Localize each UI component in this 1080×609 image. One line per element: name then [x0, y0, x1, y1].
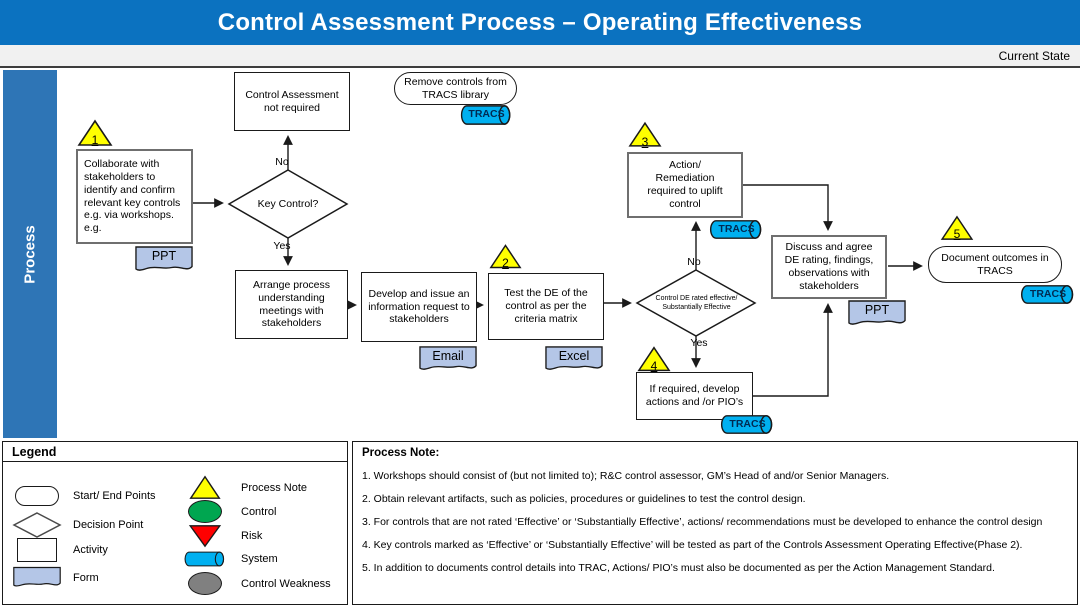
legend-label: Form: [73, 571, 99, 584]
decision-key-control-label: Key Control?: [257, 198, 319, 210]
state-label: Current State: [998, 48, 1070, 63]
legend-item-decision: [11, 511, 143, 539]
legend-item-activity: [11, 538, 108, 562]
process-note-item: 1. Workshops should consist of (but not limited to); R&C control assessor, GM’s Head of and/or Senior Managers.: [362, 470, 890, 482]
activity-shape: [11, 538, 63, 562]
system-tracs-3: [719, 415, 776, 434]
legend-item-control-weakness: [179, 572, 331, 595]
control-shape: [179, 500, 231, 523]
legend-item-process-note: [179, 475, 307, 500]
legend-item-start-end: [11, 486, 156, 506]
form-label: Excel: [558, 349, 590, 363]
legend-label: Process Note: [241, 481, 308, 494]
process-note-item: 4. Key controls marked as ‘Effective’ or ‘Substantially Effective’ will be tested as part of the Controls Assessment Operating Effective(Phase 2).: [362, 539, 1023, 551]
legend-item-system: [179, 548, 278, 570]
note-marker-5: [940, 215, 974, 241]
note-marker-3: [628, 120, 662, 149]
risk-shape: [179, 524, 231, 548]
activity-discuss-agree-label: Discuss and agree DE rating, findings, observations with stakeholders: [784, 241, 874, 292]
control-weakness-shape: [179, 572, 231, 595]
note-marker-number: 2: [502, 256, 509, 270]
note-marker-number: 5: [953, 227, 961, 241]
legend-item-control: [179, 500, 276, 523]
note-marker-number: 1: [91, 133, 99, 147]
form-label: Email: [432, 349, 464, 363]
form-shape: [11, 565, 63, 590]
label-yes-2: Yes: [690, 337, 708, 349]
process-note-shape: [179, 475, 231, 500]
legend-title: Legend: [3, 442, 347, 462]
activity-if-required: If required, develop actions and /or PIO’s: [636, 372, 753, 420]
terminator-document-outcomes: Document outcomes in TRACS: [928, 246, 1062, 283]
system-label: TRACS: [468, 107, 505, 120]
legend-label: Decision Point: [73, 519, 144, 531]
process-note-item: 2. Obtain relevant artifacts, such as policies, procedures or guidelines to test the control design.: [362, 493, 806, 505]
note-marker-number: 3: [641, 135, 649, 149]
terminator-remove-controls: Remove controls from TRACS library: [394, 72, 517, 105]
form-ppt-2: [848, 300, 906, 327]
activity-collaborate: Collaborate with stakeholders to identify and confirm relevant key controls e.g. via workshops. e.g.: [76, 149, 193, 244]
activity-test-de: Test the DE of the control as per the criteria matrix: [488, 273, 604, 340]
legend-label: System: [241, 553, 278, 565]
decision-shape: [11, 511, 63, 539]
form-label: PPT: [864, 303, 890, 317]
label-no-2: No: [687, 256, 701, 268]
lane-label: Process: [21, 224, 39, 284]
activity-arrange: Arrange process understanding meetings with stakeholders: [235, 270, 348, 339]
start-end-shape: [11, 486, 63, 506]
system-tracs-2: [708, 220, 765, 239]
arrow-ifrequired-to-discuss: [753, 305, 828, 396]
decision-de-rated-label: Control DE rated effective/ Substantially Effective: [655, 294, 738, 311]
legend-label: Control: [241, 505, 277, 518]
state-bar: [0, 45, 1080, 68]
note-marker-number: 4: [650, 359, 658, 373]
system-tracs-1: [459, 105, 514, 125]
system-shape: [179, 548, 231, 570]
form-label: PPT: [151, 249, 177, 263]
process-note-item: 5. In addition to documents control details into TRAC, Actions/ PIO’s must also be documented as per the Action Management Standard.: [362, 562, 995, 574]
activity-discuss-agree: [771, 235, 887, 299]
system-label: TRACS: [718, 222, 755, 235]
activity-action-remediation: [627, 152, 743, 218]
system-label: TRACS: [729, 417, 766, 430]
page-title: Control Assessment Process – Operating Effectiveness: [217, 8, 863, 36]
form-ppt-1: [135, 246, 193, 273]
form-email: [419, 346, 477, 372]
legend-item-form: [11, 565, 99, 590]
label-no-1: No: [275, 156, 289, 168]
process-note-item: 3. For controls that are not rated ‘Effective’ or ‘Substantially Effective’, actions/ recommendations must be developed to enhance the control design: [362, 516, 1043, 528]
label-yes-1: Yes: [273, 240, 291, 252]
legend-label: Risk: [241, 530, 263, 542]
system-tracs-4: [1019, 285, 1077, 304]
legend-item-risk: [179, 524, 262, 548]
legend-label: Control Weakness: [241, 577, 331, 590]
legend-panel: [2, 441, 348, 605]
legend-label: Activity: [73, 544, 108, 556]
activity-not-required: Control Assessment not required: [234, 72, 350, 131]
activity-develop: Develop and issue an information request to stakeholders: [361, 272, 477, 342]
title-bar: [0, 0, 1080, 45]
system-label: TRACS: [1029, 287, 1067, 300]
note-marker-1: [77, 119, 113, 147]
process-lane: [3, 70, 57, 438]
form-excel: [545, 346, 603, 372]
note-marker-4: [637, 345, 671, 373]
note-marker-2: [489, 243, 522, 270]
legend-label: Start/ End Points: [73, 490, 156, 502]
process-note-panel: [352, 441, 1078, 605]
process-note-title: Process Note:: [362, 447, 440, 459]
activity-action-remediation-label: Action/ Remediation required to uplift control: [647, 159, 723, 210]
